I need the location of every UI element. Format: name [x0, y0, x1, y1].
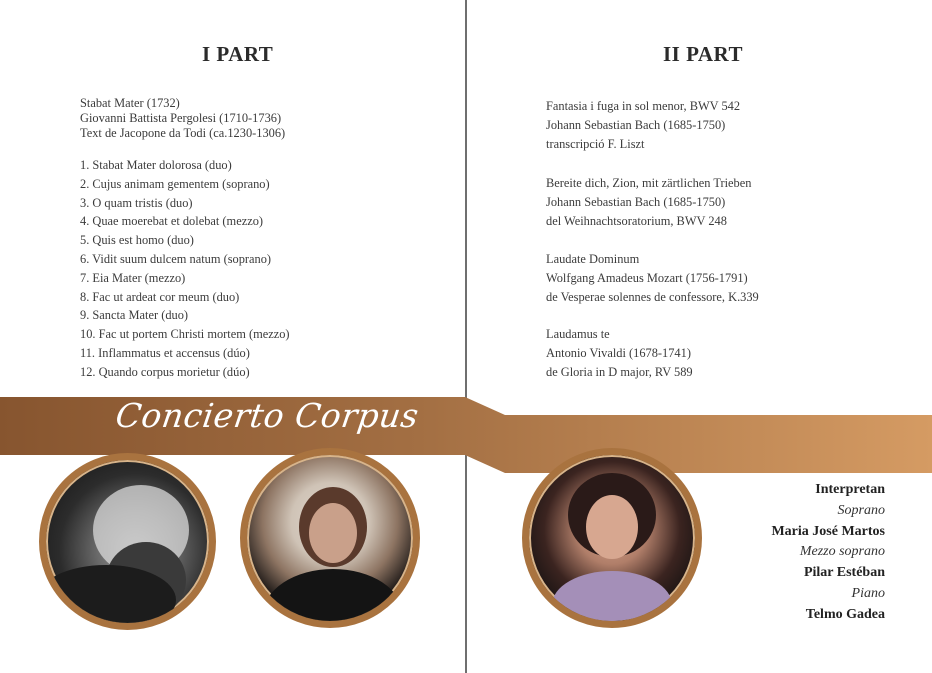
part-two-title: II PART [663, 42, 743, 66]
list-item: 10. Fac ut portem Christi mortem (mezzo) [80, 327, 290, 342]
list-item: 4. Quae moerebat et dolebat (mezzo) [80, 214, 264, 229]
performer-name: Maria José Martos [771, 523, 885, 539]
credits-heading: Interpretan [815, 482, 885, 497]
portrait-image [46, 460, 209, 623]
list-item: 5. Quis est homo (duo) [80, 233, 194, 248]
piece-title: Fantasia i fuga in sol menor, BWV 542 [546, 99, 741, 113]
role-label: Soprano [837, 502, 885, 518]
composer-line: Giovanni Battista Pergolesi (1710-1736) [80, 110, 282, 125]
list-item: 2. Cujus animam gementem (soprano) [80, 176, 270, 191]
list-item: 8. Fac ut ardeat cor meum (duo) [80, 289, 240, 304]
piece-title: Laudate Dominum [546, 252, 640, 266]
piece-source: de Vesperae solennes de confessore, K.339 [546, 290, 759, 304]
text-author-line: Text de Jacopone da Todi (ca.1230-1306) [80, 125, 286, 140]
list-item: 1. Stabat Mater dolorosa (duo) [80, 158, 232, 172]
list-item: 6. Vidit suum dulcem natum (soprano) [80, 251, 272, 266]
male-singer-photo [39, 453, 216, 630]
piece-composer: Wolfgang Amadeus Mozart (1756-1791) [546, 271, 748, 285]
portrait-image [529, 455, 695, 621]
role-label: Piano [851, 585, 885, 601]
work-title-line: Stabat Mater (1732) [80, 96, 180, 110]
piece-source: transcripció F. Liszt [546, 137, 645, 151]
portrait-image [247, 455, 413, 621]
part-one-title: I PART [202, 42, 274, 66]
list-item: 7. Eia Mater (mezzo) [80, 270, 186, 285]
piece-source: de Gloria in D major, RV 589 [546, 365, 693, 379]
piece-composer: Johann Sebastian Bach (1685-1750) [546, 118, 726, 132]
performers-credits [771, 480, 885, 626]
list-item: 3. O quam tristis (duo) [80, 195, 193, 210]
list-item: 11. Inflammatus et accensus (dúo) [80, 345, 250, 360]
piece-composer: Antonio Vivaldi (1678-1741) [546, 346, 691, 360]
banner-script-title: Concierto Corpus [113, 396, 422, 435]
piece-source: del Weihnachtsoratorium, BWV 248 [546, 214, 727, 228]
mezzo-portrait-photo [240, 448, 420, 628]
performer-name: Telmo Gadea [805, 606, 885, 622]
role-label: Mezzo soprano [799, 544, 885, 560]
piece-title: Laudamus te [546, 327, 610, 341]
piece-composer: Johann Sebastian Bach (1685-1750) [546, 195, 726, 209]
piece-title: Bereite dich, Zion, mit zärtlichen Trieben [546, 176, 752, 190]
performer-name: Pilar Estéban [803, 565, 885, 581]
list-item: 9. Sancta Mater (duo) [80, 308, 189, 323]
list-item: 12. Quando corpus morietur (dúo) [80, 364, 250, 379]
soprano-portrait-photo [522, 448, 702, 628]
